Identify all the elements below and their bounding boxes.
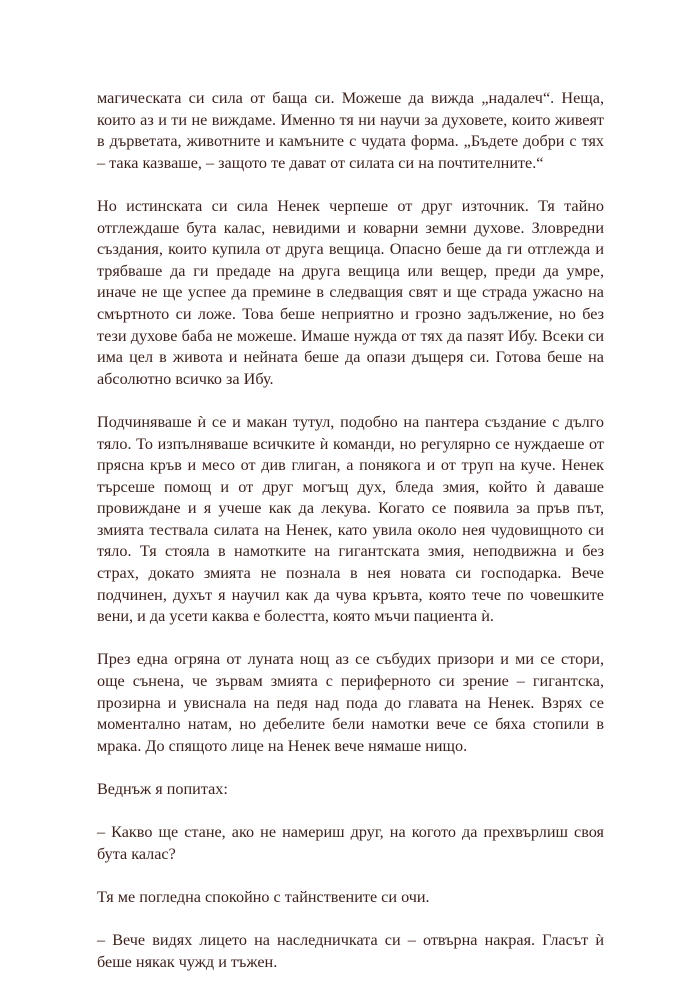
paragraph-2: Но истинската си сила Ненек черпеше от друг източник. Тя тайно отглеждаше бута калас, невидими и коварни земни духове. Зловредни създания, които купила от друга вещица. Опасно беше да ги отглежда и трябваше да ги предаде на друга вещица или вещер, преди да умре, иначе не ще успее да премине в следващия свят и ще страда ужасно на смъртното си ложе. Това беше неприятно и грозно задължение, но без тези духове баба не можеше. Имаше нужда от тях да пазят Ибу. Всеки си има цел в живота и нейната беше да опази дъщеря си. Готова беше на абсолютно всичко за Ибу. [97, 196, 604, 388]
paragraph-4: През една огряна от луната нощ аз се събудих призори и ми се стори, още сънена, че зървам змията с периферното си зрение – гигантска, прозирна и увиснала на педя над пода до главата на Ненек. Взрях се моментално натам, но дебелите бели намотки вече се бяха стопили в мрака. До спящото лице на Ненек вече нямаше нищо. [97, 650, 604, 755]
paragraph-5: Веднъж я попитах: [97, 780, 228, 798]
paragraph-7: Тя ме погледна спокойно с тайнствените си очи. [97, 887, 430, 906]
paragraph-3: Подчиняваше ѝ се и макан тутул, подобно на пантера създание с дълго тяло. То изпълняваше всичките ѝ команди, но регулярно се нуждаеше от прясна кръв и месо от див глиган, а понякога и от труп на куче. Ненек търсеше помощ и от друг могъщ дух, бледа змия, който ѝ даваше провиждане и я учеше как да лекува. Когато се появила за пръв път, змията тествала силата на Ненек, като увила около нея чудовищното си тяло. Тя стояла в намотките на гигантската змия, неподвижна и без страх, докато змията не познала в нея новата си господарка. Вече подчинен, духът я научил как да чува кръвта, която тече по човешките вени, и да усети каква е болестта, която мъчи пациента ѝ. [97, 412, 604, 626]
paragraph-6: – Какво ще стане, ако не намериш друг, на когото да прехвърлиш своя бута калас? [97, 823, 604, 863]
paragraph-1: магическата си сила от баща си. Можеше да вижда „надалеч“. Неща, които аз и ти не виждаме. Именно тя ни научи за духовете, които живеят в дърветата, животните и камъните с чудата форма. „Бъдете добри с тях – така казваше, – защото те дават от силата си на почтителните.“ [97, 89, 604, 172]
page-body [97, 88, 604, 995]
paragraph-8: – Вече видях лицето на наследничката си – отвърна накрая. Гласът ѝ беше някак чужд и тъжен. [97, 931, 604, 971]
